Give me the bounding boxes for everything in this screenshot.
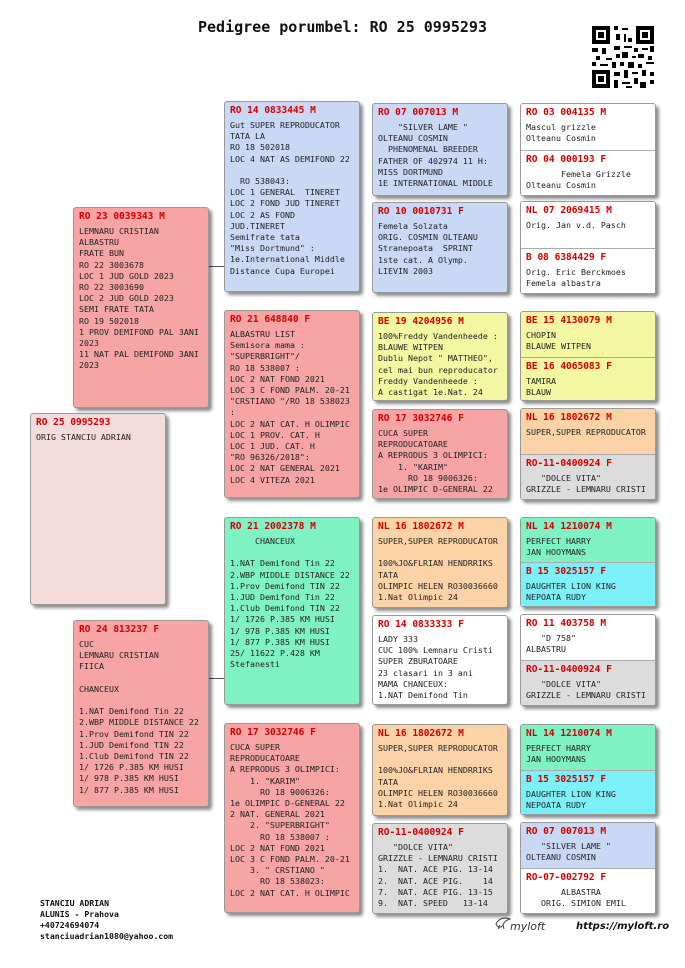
subject-ring: RO 25 0995293 xyxy=(36,417,111,428)
ancestor-card[interactable] xyxy=(372,202,508,293)
ring-number: RO 14 0833445 M xyxy=(230,105,316,116)
ancestor-entry[interactable] xyxy=(521,615,655,660)
ring-number: RO 17 3032746 F xyxy=(378,413,464,424)
ring-number: BE 19 4204956 M xyxy=(378,316,464,327)
ancestor-pair-card xyxy=(520,517,656,607)
page-title: Pedigree porumbel: RO 25 0995293 xyxy=(198,18,487,36)
ancestor-card[interactable] xyxy=(372,823,508,914)
ring-number: RO-11-0400924 F xyxy=(526,458,612,469)
pigeon-info: PERFECT HARRY JAN HOOYMANS xyxy=(526,743,591,765)
ring-number: RO 14 0833333 F xyxy=(378,619,464,630)
ancestor-entry[interactable] xyxy=(521,104,655,150)
pigeon-info: CHOPIN BLAUWE WITPEN xyxy=(526,330,591,352)
ancestor-entry[interactable] xyxy=(521,660,655,706)
ring-number: BE 16 4065083 F xyxy=(526,361,612,372)
granddam-maternal-card[interactable] xyxy=(224,723,360,913)
ancestor-pair-card xyxy=(520,724,656,815)
ancestor-card[interactable] xyxy=(372,409,508,499)
ancestor-card[interactable] xyxy=(372,615,508,705)
qr-code-icon xyxy=(590,24,656,90)
pigeon-info: ALBASTRU LIST Semisora mama : "SUPERBRIGHT"/ RO 18 538007 : LOC 2 NAT FOND 2021 LOC 3 C FOND PALM. 20-21 "CRSTIANO "/RO 18 538023 : LOC 2 NAT CAT. H OLIMPIC LOC 1 PROV. CAT. H LOC 1 JUD. CAT. H "RO 96326/2018": LOC 2 NAT GENERAL 2021 LOC 4 VITEZA 2021 xyxy=(230,329,350,485)
pigeon-info: SUPER,SUPER REPRODUCATOR 100%JO&FLRIAN HENDRRIKS TATA OLIMPIC HELEN RO30036660 1.Nat Olimpic 24 xyxy=(378,743,498,810)
pigeon-info: DAUGHTER LION KING NEPOATA RUDY xyxy=(526,789,616,811)
ancestor-entry[interactable] xyxy=(521,770,655,815)
ring-number: B 15 3025157 F xyxy=(526,774,607,785)
pigeon-info: SUPER,SUPER REPRODUCATOR xyxy=(526,427,646,437)
ring-number: RO 04 000193 F xyxy=(526,154,607,165)
ring-number: BE 15 4130079 M xyxy=(526,315,612,326)
ring-number: NL 16 1802672 M xyxy=(378,521,464,532)
grandsire-maternal-card[interactable] xyxy=(224,517,360,705)
pigeon-info: TAMIRA BLAUW xyxy=(526,376,556,398)
dam-info: CUC LEMNARU CRISTIAN FIICA CHANCEUX 1.NAT Demifond Tin 22 2.WBP MIDDLE DISTANCE 22 1.Prov Demifond TIN 22 1.JUD Demifond TIN 22 1.Club Demifond TIN 22 1/ 1726 P.385 KM HUSI 1/ 978 P.385 KM HUSI 1/ 877 P.385 KM HUSI xyxy=(79,639,199,795)
ring-number: RO-11-0400924 F xyxy=(378,827,464,838)
sire-info: LEMNARU CRISTIAN ALBASTRU FRATE BUN RO 22 3003678 LOC 1 JUD GOLD 2023 RO 22 3003690 LOC 2 JUD GOLD 2023 SEMI FRATE TATA RO 19 502018 1 PROV DEMIFOND PAL 3ANI 2023 11 NAT PAL DEMIFOND 3ANI 2023 xyxy=(79,226,199,371)
ancestor-pair-card xyxy=(520,822,656,914)
ring-number: RO-11-0400924 F xyxy=(526,664,612,675)
ancestor-entry[interactable] xyxy=(521,562,655,607)
pigeon-info: Femela Solzata ORIG. COSMIN OLTEANU Stranepoata SPRINT 1ste cat. A Olymp. LIEVIN 2003 xyxy=(378,221,478,276)
ancestor-entry[interactable] xyxy=(521,202,655,248)
ring-number: RO 03 004135 M xyxy=(526,107,607,118)
pigeon-info: "D 758" ALBASTRU xyxy=(526,633,576,655)
pigeon-info: LADY 333 CUC 100% Lemnaru Cristi SUPER ZBURATOARE 23 clasari in 3 ani MAMA CHANCEUX: 1.NAT Demifond Tin xyxy=(378,634,493,701)
pigeon-info: "SILVER LAME " OLTEANU COSMIN PHENOMENAL BREEDER FATHER OF 402974 11 H: MISS DORTMUND 1E INTERNATIONAL MIDDLE xyxy=(378,122,493,189)
owner-name: STANCIU ADRIAN xyxy=(40,898,110,908)
ancestor-card[interactable] xyxy=(372,103,508,196)
brand-logo: myloft xyxy=(510,920,546,933)
ancestor-entry[interactable] xyxy=(521,312,655,357)
subject-info: ORIG STANCIU ADRIAN xyxy=(36,432,131,442)
pigeon-info: 100%Freddy Vandenheede : BLAUWE WITPEN Dublu Nepot " MATTHEO", cel mai bun reproducator Freddy Vandenheede : A castigat 1e.Nat. 24 xyxy=(378,331,498,398)
pigeon-info: CHANCEUX 1.NAT Demifond Tin 22 2.WBP MIDDLE DISTANCE 22 1.Prov Demifond TIN 22 1.JUD Demifond Tin 22 1.Club Demifond TIN 22 1/ 1726 P.385 KM HUSI 1/ 978 P.385 KM HUSI 1/ 877 P.385 KM HUSI 25/ 11622 P.428 KM Stefanesti xyxy=(230,536,350,670)
ancestor-entry[interactable] xyxy=(521,868,655,914)
pigeon-info: CUCA SUPER REPRODUCATOARE A REPRODUS 3 OLIMPICI: 1. "KARIM" RO 18 9006326: 1e OLIMPIC D-GENERAL 22 xyxy=(378,428,493,495)
ancestor-entry[interactable] xyxy=(521,357,655,401)
ring-number: NL 07 2069415 M xyxy=(526,205,612,216)
ring-number: RO-07-002792 F xyxy=(526,872,607,883)
sire-ring: RO 23 0039343 M xyxy=(79,211,165,222)
ancestor-entry[interactable] xyxy=(521,454,655,500)
ancestor-pair-card xyxy=(520,614,656,706)
ancestor-pair-card xyxy=(520,103,656,196)
pigeon-info: PERFECT HARRY JAN HOOYMANS xyxy=(526,536,591,558)
owner-phone: +40724694074 xyxy=(40,920,100,930)
ancestor-card[interactable] xyxy=(372,517,508,608)
ancestor-pair-card xyxy=(520,201,656,294)
ancestor-card[interactable] xyxy=(372,312,508,401)
ring-number: RO 11 403758 M xyxy=(526,618,607,629)
pigeon-info: SUPER,SUPER REPRODUCATOR 100%JO&FLRIAN HENDRRIKS TATA OLIMPIC HELEN RO30036660 1.Nat Olimpic 24 xyxy=(378,536,498,603)
pigeon-info: "SILVER LAME " OLTEANU COSMIN xyxy=(526,841,611,863)
ancestor-card[interactable] xyxy=(372,724,508,816)
owner-contact xyxy=(40,898,173,942)
ring-number: RO 21 2002378 M xyxy=(230,521,316,532)
pigeon-info: Gut SUPER REPRODUCATOR TATA LA RO 18 502018 LOC 4 NAT AS DEMIFOND 22 RO 538043: LOC 1 GENERAL TINERET LOC 2 FOND JUD TINERET LOC 2 AS FOND JUD.TINERET Semifrate tata "Miss Dortmund" : 1e.International Middle Distance Cupa Europei xyxy=(230,120,350,276)
ring-number: NL 16 1802672 M xyxy=(378,728,464,739)
ancestor-pair-card xyxy=(520,408,656,500)
pigeon-info: DAUGHTER LION KING NEPOATA RUDY xyxy=(526,581,616,603)
owner-email[interactable]: stanciuadrian1080@yahoo.com xyxy=(40,931,174,941)
dam-ring: RO 24 813237 F xyxy=(79,624,160,635)
grandsire-paternal-card[interactable] xyxy=(224,101,360,292)
ancestor-entry[interactable] xyxy=(521,248,655,294)
pigeon-info: Mascul grizzle Olteanu Cosmin xyxy=(526,122,596,144)
ancestor-entry[interactable] xyxy=(521,409,655,454)
ring-number: RO 10 0010731 F xyxy=(378,206,464,217)
ring-number: B 08 6384429 F xyxy=(526,252,607,263)
ring-number: B 15 3025157 F xyxy=(526,566,607,577)
ring-number: RO 07 007013 M xyxy=(378,107,459,118)
subject-card[interactable] xyxy=(30,413,166,605)
website-link[interactable]: https://myloft.ro xyxy=(576,921,670,932)
pigeon-info: "DOLCE VITA" GRIZZLE - LEMNARU CRISTI xyxy=(526,679,646,701)
pigeon-info: "DOLCE VITA" GRIZZLE - LEMNARU CRISTI xyxy=(526,473,646,495)
ancestor-entry[interactable] xyxy=(521,823,655,868)
ancestor-pair-card xyxy=(520,311,656,401)
pigeon-info: Orig. Eric Berckmoes Femela albastra xyxy=(526,267,626,289)
pigeon-info: Femela Grizzle Olteanu Cosmin xyxy=(526,169,631,191)
pigeon-info: "DOLCE VITA" GRIZZLE - LEMNARU CRISTI 1. NAT. ACE PIG. 13-14 2. NAT. ACE PIG. 14 7. NAT. ACE PIG. 13-15 9. NAT. SPEED 13-14 xyxy=(378,842,498,909)
owner-location: ALUNIS - Prahova xyxy=(40,909,119,919)
ancestor-entry[interactable] xyxy=(521,725,655,770)
ring-number: RO 17 3032746 F xyxy=(230,727,316,738)
sire-card[interactable] xyxy=(73,207,209,408)
pigeon-info: ALBASTRA ORIG. SIMION EMIL xyxy=(541,887,626,909)
granddam-paternal-card[interactable] xyxy=(224,310,360,498)
ring-number: NL 14 1210074 M xyxy=(526,521,612,532)
pigeon-logo-icon xyxy=(495,916,511,930)
ring-number: RO 07 007013 M xyxy=(526,826,607,837)
ring-number: RO 21 648840 F xyxy=(230,314,311,325)
ring-number: NL 16 1802672 M xyxy=(526,412,612,423)
pigeon-info: CUCA SUPER REPRODUCATOARE A REPRODUS 3 OLIMPICI: 1. "KARIM" RO 18 9006326: 1e OLIMPIC D-GENERAL 22 2 NAT. GENERAL 2021 2. "SUPERBRIGHT" RO 18 538007 : LOC 2 NAT FOND 2021 LOC 3 C FOND PALM. 20-21 3. " CRSTIANO " RO 18 538023: LOC 2 NAT CAT. H OLIMPIC xyxy=(230,742,350,898)
ring-number: NL 14 1210074 M xyxy=(526,728,612,739)
dam-card[interactable] xyxy=(73,620,209,807)
ancestor-entry[interactable] xyxy=(521,150,655,196)
ancestor-entry[interactable] xyxy=(521,518,655,562)
pigeon-info: Orig. Jan v.d. Pasch xyxy=(526,220,626,230)
